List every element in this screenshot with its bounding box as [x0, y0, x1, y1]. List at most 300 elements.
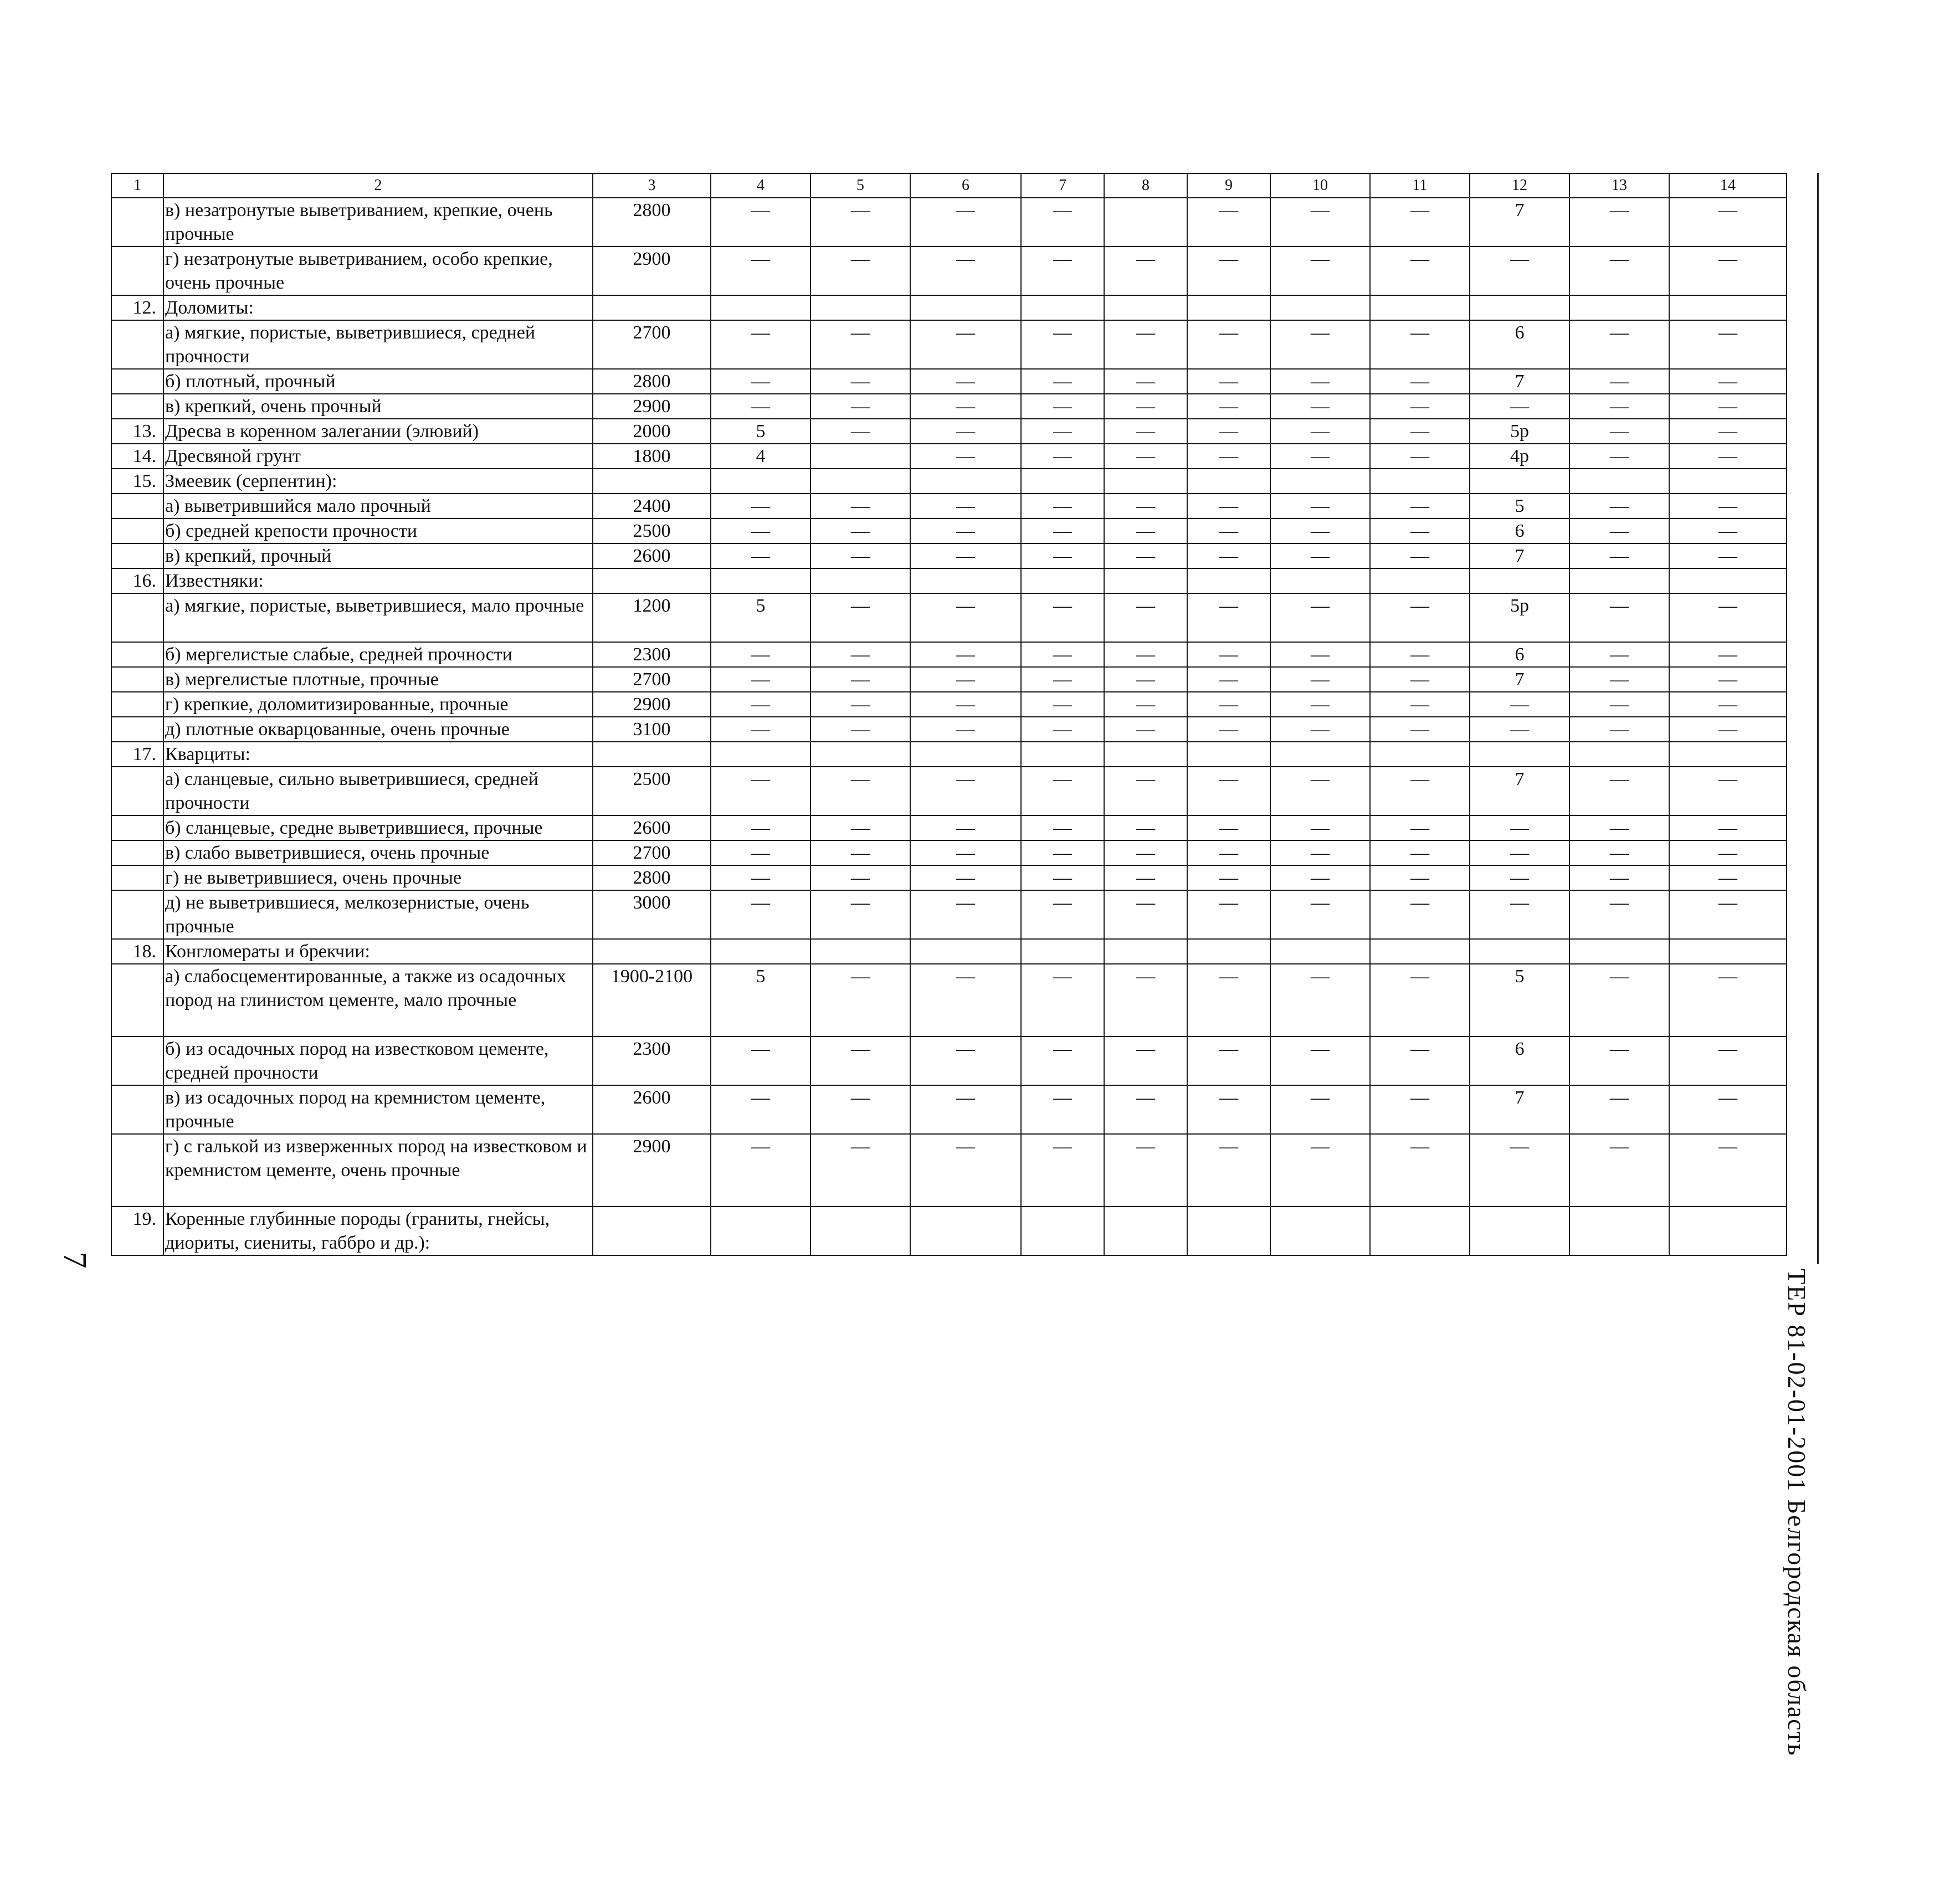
- rock-name: б) мергелистые слабые, средней прочности: [163, 642, 593, 667]
- category-cell: —: [1104, 247, 1187, 295]
- table-row: [111, 593, 1787, 642]
- category-cell: —: [1370, 494, 1470, 519]
- category-cell: —: [711, 717, 810, 742]
- header-cell: 14: [1669, 173, 1787, 198]
- category-cell: —: [1470, 890, 1569, 939]
- category-cell: —: [1370, 840, 1470, 865]
- category-cell: —: [1569, 247, 1669, 295]
- category-cell: 5: [711, 419, 810, 444]
- category-cell: —: [1370, 247, 1470, 295]
- category-cell: [1187, 469, 1270, 494]
- row-number: 18.: [111, 939, 163, 964]
- category-cell: —: [1569, 543, 1669, 568]
- category-cell: [1669, 742, 1787, 767]
- category-cell: —: [1187, 593, 1270, 642]
- category-cell: [1021, 469, 1104, 494]
- category-cell: —: [910, 964, 1021, 1037]
- category-cell: 6: [1470, 642, 1569, 667]
- rock-name: а) мягкие, пористые, выветрившиеся, мало прочные: [163, 593, 593, 642]
- category-cell: [810, 444, 910, 469]
- category-cell: —: [1270, 444, 1370, 469]
- rock-name: б) средней крепости прочности: [163, 519, 593, 543]
- header-cell: 7: [1021, 173, 1104, 198]
- category-cell: —: [1104, 767, 1187, 815]
- category-cell: —: [1104, 815, 1187, 840]
- row-number: [111, 1037, 163, 1085]
- row-number: [111, 815, 163, 840]
- category-cell: —: [1104, 890, 1187, 939]
- category-cell: —: [910, 692, 1021, 717]
- category-cell: —: [1470, 394, 1569, 419]
- category-cell: [1104, 469, 1187, 494]
- row-number: [111, 717, 163, 742]
- header-row: [111, 173, 1787, 198]
- category-cell: —: [1270, 667, 1370, 692]
- rock-name: б) из осадочных пород на известковом цементе, средней прочности: [163, 1037, 593, 1085]
- category-cell: 7: [1470, 667, 1569, 692]
- category-cell: —: [1370, 865, 1470, 890]
- row-number: [111, 840, 163, 865]
- category-cell: —: [1370, 519, 1470, 543]
- category-cell: —: [810, 767, 910, 815]
- table-row: [111, 394, 1787, 419]
- category-cell: [1270, 939, 1370, 964]
- category-cell: —: [1669, 767, 1787, 815]
- category-cell: —: [1370, 642, 1470, 667]
- category-cell: —: [1270, 840, 1370, 865]
- category-cell: —: [1669, 692, 1787, 717]
- category-cell: —: [1021, 543, 1104, 568]
- density-value: [593, 939, 711, 964]
- table-row: [111, 667, 1787, 692]
- category-cell: 7: [1470, 543, 1569, 568]
- header-cell: 4: [711, 173, 810, 198]
- category-cell: —: [910, 815, 1021, 840]
- category-cell: —: [1270, 198, 1370, 247]
- rock-name: Кварциты:: [163, 742, 593, 767]
- category-cell: —: [1104, 419, 1187, 444]
- category-cell: —: [1104, 320, 1187, 369]
- category-cell: —: [1669, 494, 1787, 519]
- category-cell: —: [1370, 419, 1470, 444]
- category-cell: —: [1569, 394, 1669, 419]
- category-cell: —: [1370, 1085, 1470, 1134]
- category-cell: —: [1370, 1134, 1470, 1207]
- category-cell: —: [1669, 667, 1787, 692]
- category-cell: —: [1270, 247, 1370, 295]
- category-cell: —: [1021, 444, 1104, 469]
- category-cell: —: [1104, 494, 1187, 519]
- row-number: [111, 519, 163, 543]
- category-cell: —: [1021, 419, 1104, 444]
- category-cell: [1270, 568, 1370, 593]
- category-cell: —: [810, 369, 910, 394]
- category-cell: —: [1669, 890, 1787, 939]
- category-cell: —: [1021, 840, 1104, 865]
- category-cell: —: [1187, 519, 1270, 543]
- category-cell: [1370, 295, 1470, 320]
- category-cell: —: [1370, 444, 1470, 469]
- rock-name: в) из осадочных пород на кремнистом цементе, прочные: [163, 1085, 593, 1134]
- category-cell: —: [1021, 494, 1104, 519]
- category-cell: —: [1021, 593, 1104, 642]
- category-cell: [1370, 568, 1470, 593]
- category-cell: [810, 939, 910, 964]
- category-cell: —: [711, 247, 810, 295]
- category-cell: [711, 469, 810, 494]
- category-cell: —: [1370, 815, 1470, 840]
- row-number: 16.: [111, 568, 163, 593]
- category-cell: [810, 295, 910, 320]
- table-row: [111, 767, 1787, 815]
- category-cell: —: [1470, 717, 1569, 742]
- category-cell: —: [1669, 642, 1787, 667]
- category-cell: [711, 568, 810, 593]
- rock-name: а) слабосцементированные, а также из осадочных пород на глинистом цементе, мало прочные: [163, 964, 593, 1037]
- table-row: [111, 815, 1787, 840]
- category-cell: [1187, 939, 1270, 964]
- header-cell: 5: [810, 173, 910, 198]
- category-cell: [711, 742, 810, 767]
- category-cell: 5: [1470, 494, 1569, 519]
- category-cell: —: [1569, 1085, 1669, 1134]
- category-cell: —: [1187, 840, 1270, 865]
- category-cell: —: [1569, 865, 1669, 890]
- category-cell: —: [711, 1134, 810, 1207]
- category-cell: —: [711, 667, 810, 692]
- category-cell: —: [1669, 593, 1787, 642]
- rock-density-table: [111, 173, 1787, 1256]
- category-cell: —: [1187, 320, 1270, 369]
- category-cell: —: [1569, 890, 1669, 939]
- category-cell: 4: [711, 444, 810, 469]
- category-cell: —: [1187, 692, 1270, 717]
- category-cell: 7: [1470, 1085, 1569, 1134]
- category-cell: —: [711, 890, 810, 939]
- category-cell: [1270, 295, 1370, 320]
- density-value: 2600: [593, 543, 711, 568]
- category-cell: —: [1104, 543, 1187, 568]
- category-cell: —: [711, 320, 810, 369]
- category-cell: —: [1104, 519, 1187, 543]
- category-cell: —: [1187, 1037, 1270, 1085]
- category-cell: —: [1470, 1134, 1569, 1207]
- row-number: [111, 494, 163, 519]
- header-cell: 8: [1104, 173, 1187, 198]
- row-number: [111, 642, 163, 667]
- category-cell: [1104, 939, 1187, 964]
- category-cell: —: [711, 865, 810, 890]
- category-cell: —: [1270, 593, 1370, 642]
- category-cell: —: [1270, 394, 1370, 419]
- category-cell: —: [711, 394, 810, 419]
- category-cell: —: [1270, 419, 1370, 444]
- table-row: [111, 840, 1787, 865]
- rock-name: Коренные глубинные породы (граниты, гнейсы, диориты, сиениты, габбро и др.):: [163, 1207, 593, 1255]
- table-row: [111, 1207, 1787, 1255]
- category-cell: [910, 568, 1021, 593]
- category-cell: —: [1470, 865, 1569, 890]
- category-cell: —: [711, 494, 810, 519]
- category-cell: —: [1021, 519, 1104, 543]
- header-cell: 1: [111, 173, 163, 198]
- density-value: 2700: [593, 320, 711, 369]
- category-cell: —: [910, 444, 1021, 469]
- category-cell: [1470, 469, 1569, 494]
- category-cell: [1669, 1207, 1787, 1255]
- category-cell: —: [1187, 865, 1270, 890]
- row-number: [111, 767, 163, 815]
- category-cell: —: [1187, 543, 1270, 568]
- category-cell: —: [1187, 419, 1270, 444]
- category-cell: [1669, 469, 1787, 494]
- category-cell: —: [810, 198, 910, 247]
- category-cell: —: [1270, 519, 1370, 543]
- category-cell: —: [1569, 815, 1669, 840]
- category-cell: —: [1021, 964, 1104, 1037]
- category-cell: [1569, 1207, 1669, 1255]
- category-cell: [910, 295, 1021, 320]
- category-cell: —: [1569, 692, 1669, 717]
- category-cell: —: [1021, 1037, 1104, 1085]
- density-value: [593, 1207, 711, 1255]
- category-cell: —: [910, 543, 1021, 568]
- category-cell: —: [1669, 1134, 1787, 1207]
- category-cell: —: [1569, 1134, 1669, 1207]
- table-row: [111, 642, 1787, 667]
- category-cell: —: [1104, 964, 1187, 1037]
- category-cell: —: [1370, 890, 1470, 939]
- category-cell: [910, 742, 1021, 767]
- row-number: [111, 865, 163, 890]
- category-cell: [910, 469, 1021, 494]
- category-cell: —: [1187, 964, 1270, 1037]
- rock-name: Змеевик (серпентин):: [163, 469, 593, 494]
- category-cell: —: [1187, 1134, 1270, 1207]
- rock-name: а) выветрившийся мало прочный: [163, 494, 593, 519]
- category-cell: —: [1187, 369, 1270, 394]
- category-cell: —: [1187, 642, 1270, 667]
- category-cell: —: [711, 1085, 810, 1134]
- rock-name: г) с галькой из изверженных пород на известковом и кремнистом цементе, очень прочные: [163, 1134, 593, 1207]
- category-cell: —: [810, 692, 910, 717]
- category-cell: —: [1370, 394, 1470, 419]
- category-cell: —: [1370, 1037, 1470, 1085]
- category-cell: —: [1021, 320, 1104, 369]
- category-cell: —: [1021, 667, 1104, 692]
- category-cell: [1370, 742, 1470, 767]
- category-cell: [1104, 198, 1187, 247]
- category-cell: —: [910, 320, 1021, 369]
- category-cell: —: [711, 815, 810, 840]
- category-cell: —: [1370, 198, 1470, 247]
- category-cell: [1187, 742, 1270, 767]
- category-cell: —: [910, 419, 1021, 444]
- category-cell: —: [810, 1134, 910, 1207]
- category-cell: —: [910, 865, 1021, 890]
- category-cell: —: [1370, 767, 1470, 815]
- category-cell: [1021, 295, 1104, 320]
- density-value: 2900: [593, 692, 711, 717]
- row-number: [111, 890, 163, 939]
- category-cell: —: [910, 642, 1021, 667]
- category-cell: [1021, 1207, 1104, 1255]
- category-cell: [1569, 742, 1669, 767]
- category-cell: —: [1669, 394, 1787, 419]
- category-cell: —: [910, 1037, 1021, 1085]
- category-cell: —: [711, 1037, 810, 1085]
- table-row: [111, 519, 1787, 543]
- category-cell: —: [1569, 419, 1669, 444]
- category-cell: —: [1669, 519, 1787, 543]
- category-cell: —: [1104, 369, 1187, 394]
- category-cell: [910, 939, 1021, 964]
- density-value: 2600: [593, 1085, 711, 1134]
- category-cell: [1470, 939, 1569, 964]
- document-code-title: ТЕР 81-02-01-2001 Белгородская область: [1783, 1269, 1811, 1757]
- category-cell: —: [1270, 543, 1370, 568]
- rock-name: г) незатронутые выветриванием, особо крепкие, очень прочные: [163, 247, 593, 295]
- table-row: [111, 717, 1787, 742]
- category-cell: [1104, 568, 1187, 593]
- table-row: [111, 320, 1787, 369]
- category-cell: [1569, 568, 1669, 593]
- density-value: 1200: [593, 593, 711, 642]
- category-cell: —: [1270, 692, 1370, 717]
- category-cell: —: [1569, 964, 1669, 1037]
- density-value: 2300: [593, 1037, 711, 1085]
- category-cell: —: [1370, 717, 1470, 742]
- table-row: [111, 469, 1787, 494]
- category-cell: [910, 1207, 1021, 1255]
- category-cell: 7: [1470, 767, 1569, 815]
- category-cell: —: [910, 840, 1021, 865]
- category-cell: —: [810, 890, 910, 939]
- row-number: [111, 320, 163, 369]
- category-cell: —: [1569, 519, 1669, 543]
- category-cell: 5: [711, 593, 810, 642]
- category-cell: [1470, 568, 1569, 593]
- table-body: [111, 173, 1787, 1255]
- table-row: [111, 890, 1787, 939]
- category-cell: 5: [1470, 964, 1569, 1037]
- category-cell: 7: [1470, 198, 1569, 247]
- rock-name: в) крепкий, очень прочный: [163, 394, 593, 419]
- category-cell: —: [1669, 1037, 1787, 1085]
- table-row: [111, 295, 1787, 320]
- category-cell: 5р: [1470, 419, 1569, 444]
- category-cell: —: [1187, 444, 1270, 469]
- category-cell: [1187, 568, 1270, 593]
- table-row: [111, 939, 1787, 964]
- category-cell: —: [810, 865, 910, 890]
- category-cell: —: [1270, 890, 1370, 939]
- table-row: [111, 369, 1787, 394]
- category-cell: —: [1270, 369, 1370, 394]
- header-cell: 9: [1187, 173, 1270, 198]
- density-value: 3000: [593, 890, 711, 939]
- category-cell: —: [1021, 890, 1104, 939]
- category-cell: [1187, 295, 1270, 320]
- category-cell: —: [1104, 1085, 1187, 1134]
- category-cell: —: [810, 1085, 910, 1134]
- density-value: 2700: [593, 667, 711, 692]
- category-cell: —: [810, 320, 910, 369]
- category-cell: [810, 1207, 910, 1255]
- category-cell: [711, 295, 810, 320]
- category-cell: —: [711, 642, 810, 667]
- category-cell: —: [711, 840, 810, 865]
- category-cell: —: [810, 667, 910, 692]
- density-value: [593, 568, 711, 593]
- row-number: 17.: [111, 742, 163, 767]
- category-cell: —: [711, 519, 810, 543]
- category-cell: —: [1669, 369, 1787, 394]
- table-row: [111, 1037, 1787, 1085]
- rock-name: в) мергелистые плотные, прочные: [163, 667, 593, 692]
- category-cell: —: [910, 198, 1021, 247]
- category-cell: —: [1187, 494, 1270, 519]
- category-cell: [1669, 568, 1787, 593]
- category-cell: —: [910, 394, 1021, 419]
- header-cell: 11: [1370, 173, 1470, 198]
- category-cell: [1187, 1207, 1270, 1255]
- category-cell: [1270, 1207, 1370, 1255]
- table-row: [111, 742, 1787, 767]
- category-cell: —: [1104, 717, 1187, 742]
- category-cell: —: [910, 369, 1021, 394]
- category-cell: —: [810, 642, 910, 667]
- category-cell: —: [1569, 840, 1669, 865]
- row-number: [111, 964, 163, 1037]
- page-number: 7: [57, 1251, 94, 1269]
- category-cell: —: [1021, 369, 1104, 394]
- category-cell: [1569, 295, 1669, 320]
- category-cell: [1021, 939, 1104, 964]
- category-cell: —: [1104, 1134, 1187, 1207]
- category-cell: —: [711, 198, 810, 247]
- header-cell: 12: [1470, 173, 1569, 198]
- category-cell: [1569, 469, 1669, 494]
- rock-name: Дресвяной грунт: [163, 444, 593, 469]
- category-cell: —: [810, 815, 910, 840]
- density-value: 1800: [593, 444, 711, 469]
- category-cell: —: [1270, 767, 1370, 815]
- margin-rule: [1817, 173, 1819, 1264]
- category-cell: 5: [711, 964, 810, 1037]
- category-cell: [1370, 939, 1470, 964]
- density-value: 2000: [593, 419, 711, 444]
- category-cell: —: [1669, 444, 1787, 469]
- table-row: [111, 198, 1787, 247]
- category-cell: —: [810, 1037, 910, 1085]
- density-value: 2900: [593, 1134, 711, 1207]
- category-cell: —: [1270, 320, 1370, 369]
- density-value: 2800: [593, 198, 711, 247]
- density-value: 1900-2100: [593, 964, 711, 1037]
- density-value: 2600: [593, 815, 711, 840]
- rock-name: Доломиты:: [163, 295, 593, 320]
- category-cell: —: [1270, 494, 1370, 519]
- header-cell: 13: [1569, 173, 1669, 198]
- category-cell: [1669, 939, 1787, 964]
- category-cell: —: [810, 593, 910, 642]
- row-number: 14.: [111, 444, 163, 469]
- category-cell: —: [1021, 1134, 1104, 1207]
- rock-name: Известняки:: [163, 568, 593, 593]
- category-cell: [1470, 1207, 1569, 1255]
- category-cell: —: [1669, 865, 1787, 890]
